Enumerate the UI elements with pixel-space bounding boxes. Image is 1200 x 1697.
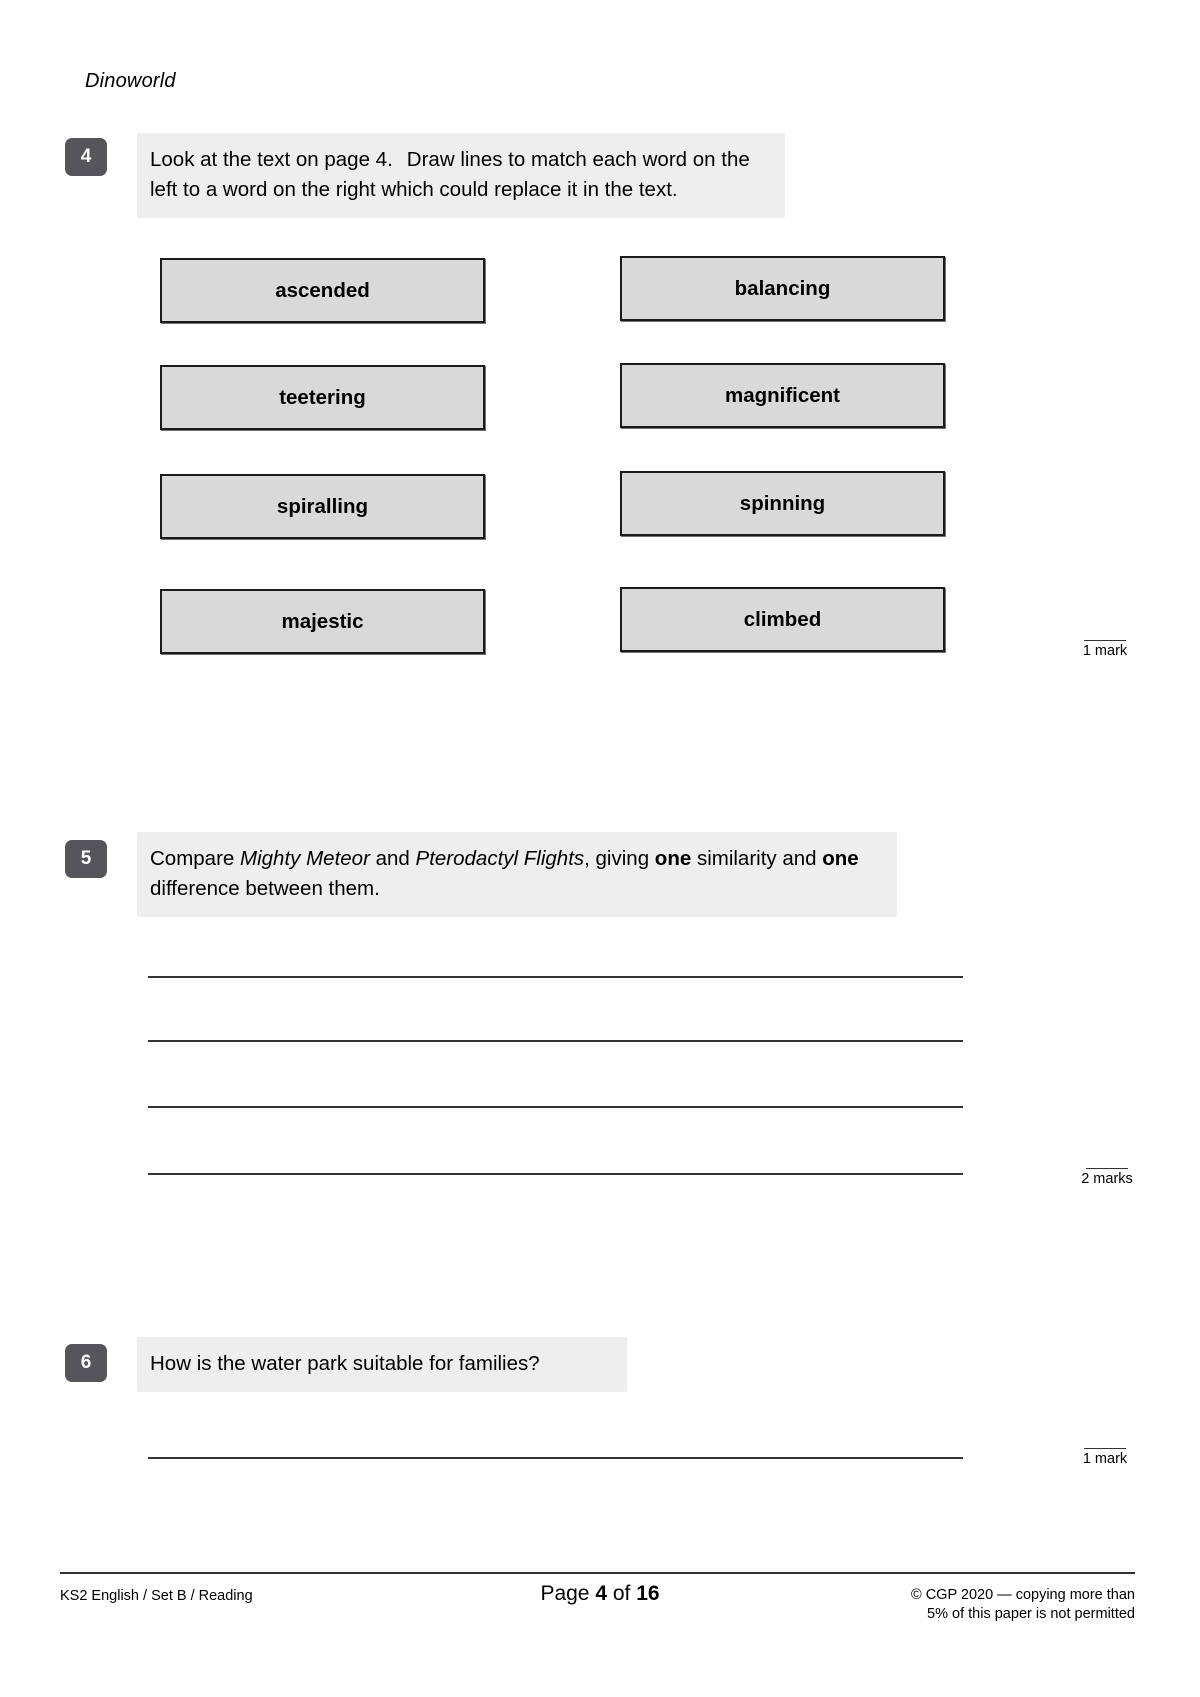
q5-tail-a: similarity and	[691, 847, 823, 870]
word-box-right-3[interactable]	[620, 471, 945, 536]
question-number-badge-6	[65, 1344, 107, 1382]
mark-indicator-q6	[1060, 1448, 1150, 1467]
word-box-left-2[interactable]	[160, 365, 485, 430]
question-4-prompt-part2: Draw lines to match each word on the left to a word on the right which could replace it in the text.	[150, 148, 750, 201]
q5-title-b: Pterodactyl Flights	[415, 847, 585, 870]
footer-of-word: of	[607, 1582, 637, 1605]
word-box-left-3-label: spiralling	[276, 494, 369, 518]
question-prompt-6	[137, 1337, 627, 1392]
question-prompt-5	[137, 832, 897, 917]
answer-line-q5-3[interactable]	[148, 1106, 963, 1108]
word-box-left-1-label: ascended	[275, 278, 370, 302]
footer-copyright-line-2: 5% of this paper is not permitted	[927, 1606, 1135, 1622]
q5-tail-b: difference between them.	[150, 877, 380, 900]
answer-line-q5-1[interactable]	[148, 976, 963, 978]
footer-divider	[60, 1572, 1135, 1574]
word-box-right-1-label: balancing	[734, 276, 831, 300]
footer-copyright	[835, 1586, 1135, 1624]
question-number-badge-4	[65, 138, 107, 176]
q5-lead: Compare	[150, 847, 241, 870]
mark-rule-q6	[1084, 1448, 1126, 1449]
answer-line-q5-2[interactable]	[148, 1040, 963, 1042]
word-box-right-1[interactable]	[620, 256, 945, 321]
footer-page-word: Page	[540, 1582, 596, 1605]
q6-prompt-text: How is the water park suitable for families?	[150, 1352, 540, 1375]
question-number-badge-5	[65, 840, 107, 878]
q5-after: , giving	[584, 847, 655, 870]
q5-title-a: Mighty Meteor	[240, 847, 370, 870]
word-box-left-3[interactable]	[160, 474, 485, 539]
word-box-left-1[interactable]	[160, 258, 485, 323]
mark-label-q6: 1 mark	[1082, 1451, 1128, 1467]
word-box-left-4[interactable]	[160, 589, 485, 654]
footer-page-total: 16	[636, 1582, 660, 1605]
question-number-6-label: 6	[80, 1352, 92, 1373]
word-box-right-2[interactable]	[620, 363, 945, 428]
word-box-right-4[interactable]	[620, 587, 945, 652]
running-head: Dinoworld	[85, 70, 176, 92]
mark-rule-q4	[1084, 640, 1126, 641]
mark-label-q4: 1 mark	[1082, 643, 1128, 659]
answer-line-q6-1[interactable]	[148, 1457, 963, 1459]
footer-paper-reference: KS2 English / Set B / Reading	[60, 1588, 253, 1604]
mark-rule-q5	[1086, 1168, 1128, 1169]
footer-copyright-line-1: © CGP 2020 — copying more than	[910, 1587, 1135, 1603]
word-box-right-4-label: climbed	[743, 607, 822, 631]
answer-line-q5-4[interactable]	[148, 1173, 963, 1175]
footer-page-number: 4	[595, 1582, 608, 1605]
q5-mid: and	[369, 847, 416, 870]
word-box-left-2-label: teetering	[279, 385, 366, 409]
q5-bold-one-b: one	[822, 847, 859, 870]
question-number-5-label: 5	[80, 848, 92, 869]
q5-bold-one-a: one	[654, 847, 692, 870]
word-box-right-2-label: magnificent	[724, 383, 841, 407]
word-box-right-3-label: spinning	[739, 491, 826, 515]
question-prompt-4	[137, 133, 785, 218]
question-4-prompt-part1: Look at the text on page 4.	[150, 148, 393, 171]
mark-indicator-q4	[1060, 640, 1150, 659]
mark-label-q5: 2 marks	[1081, 1171, 1133, 1187]
mark-indicator-q5	[1052, 1168, 1162, 1187]
word-box-left-4-label: majestic	[281, 609, 364, 633]
question-number-4-label: 4	[80, 146, 92, 167]
